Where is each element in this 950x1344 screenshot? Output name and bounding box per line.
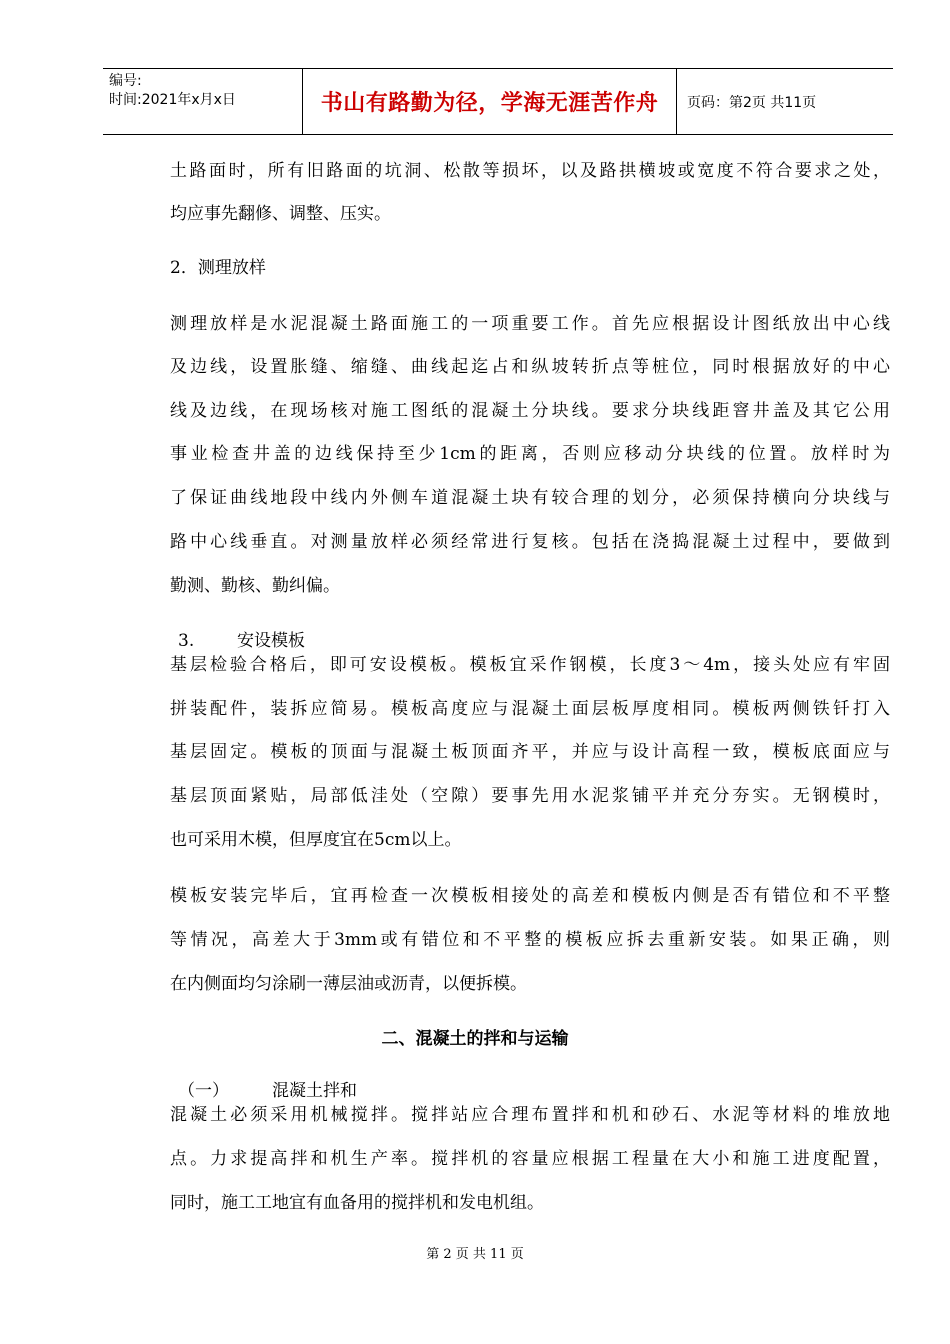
section3-title: 安设模板 (237, 631, 305, 651)
para3-line-1: 基层检验合格后，即可安设模板。模板宜采作钢模，长度3～4m，接头处应有牢固 (170, 655, 890, 675)
header-motto-cell (303, 69, 677, 134)
para2-line-1: 测理放样是水泥混凝土路面施工的一项重要工作。首先应根据设计图纸放出中心线 (170, 314, 890, 334)
number-label: 编号: (109, 73, 142, 89)
para4-line-2: 等情况，高差大于3mm或有错位和不平整的模板应拆去重新安装。如果正确，则 (170, 930, 890, 950)
para3-line-2: 拼装配件，装拆应简易。模板高度应与混凝土面层板厚度相同。模板两侧铁钎打入 (170, 699, 890, 719)
para5-line-2: 点。力求提高拌和机生产率。搅拌机的容量应根据工程量在大小和施工进度配置， (170, 1149, 890, 1169)
para1-line-2: 均应事先翻修、调整、压实。 (170, 204, 391, 224)
para1-line-1: 土路面时，所有旧路面的坑洞、松散等损坏，以及路拱横坡或宽度不符合要求之处， (170, 161, 890, 181)
para3-line-5: 也可采用木模，但厚度宜在5cm以上。 (170, 830, 462, 850)
motto-text: 书山有路勤为径，学海无涯苦作舟 (320, 91, 659, 116)
para4-line-1: 模板安装完毕后，宜再检查一次模板相接处的高差和模板内侧是否有错位和不平整 (170, 886, 890, 906)
para2-line-5: 了保证曲线地段中线内外侧车道混凝土块有较合理的划分，必须保持横向分块线与 (170, 488, 890, 508)
para5-line-1: 混凝土必须采用机械搅拌。搅拌站应合理布置拌和机和砂石、水泥等材料的堆放地 (170, 1105, 890, 1125)
time-label: 时间:2021年x月x日 (109, 92, 236, 108)
sub1-title: 混凝土拌和 (272, 1081, 357, 1101)
para3-line-3: 基层固定。模板的顶面与混凝土板顶面齐平，并应与设计高程一致，模板底面应与 (170, 742, 890, 762)
page-footer: 第 2 页 共 11 页 (426, 1247, 524, 1262)
para4-line-3: 在内侧面均匀涂刷一薄层油或沥青，以便拆模。 (170, 974, 527, 994)
chapter2-heading: 二、混凝土的拌和与运输 (381, 1029, 569, 1049)
document-header (103, 68, 893, 135)
section3-number: 3. (178, 631, 195, 651)
para2-line-4: 事业检查井盖的边线保持至少1cm的距离，否则应移动分块线的位置。放样时为 (170, 444, 890, 464)
para2-line-2: 及边线，设置胀缝、缩缝、曲线起迄占和纵坡转折点等桩位，同时根据放好的中心 (170, 357, 890, 377)
page-label: 页码：第2页 共11页 (687, 94, 817, 111)
para2-line-7: 勤测、勤核、勤纠偏。 (170, 576, 340, 596)
header-meta-cell (103, 69, 303, 134)
para5-line-3: 同时，施工工地宜有血备用的搅拌机和发电机组。 (170, 1193, 544, 1213)
para2-line-6: 路中心线垂直。对测量放样必须经常进行复核。包括在浇捣混凝土过程中，要做到 (170, 532, 890, 552)
sub1-number: （一） (178, 1081, 229, 1101)
header-page-cell (677, 69, 893, 134)
para2-line-3: 线及边线，在现场核对施工图纸的混凝土分块线。要求分块线距窨井盖及其它公用 (170, 401, 890, 421)
section2-title: 2．测理放样 (170, 258, 266, 278)
para3-line-4: 基层顶面紧贴，局部低洼处（空隙）要事先用水泥浆铺平并充分夯实。无钢模时， (170, 786, 890, 806)
